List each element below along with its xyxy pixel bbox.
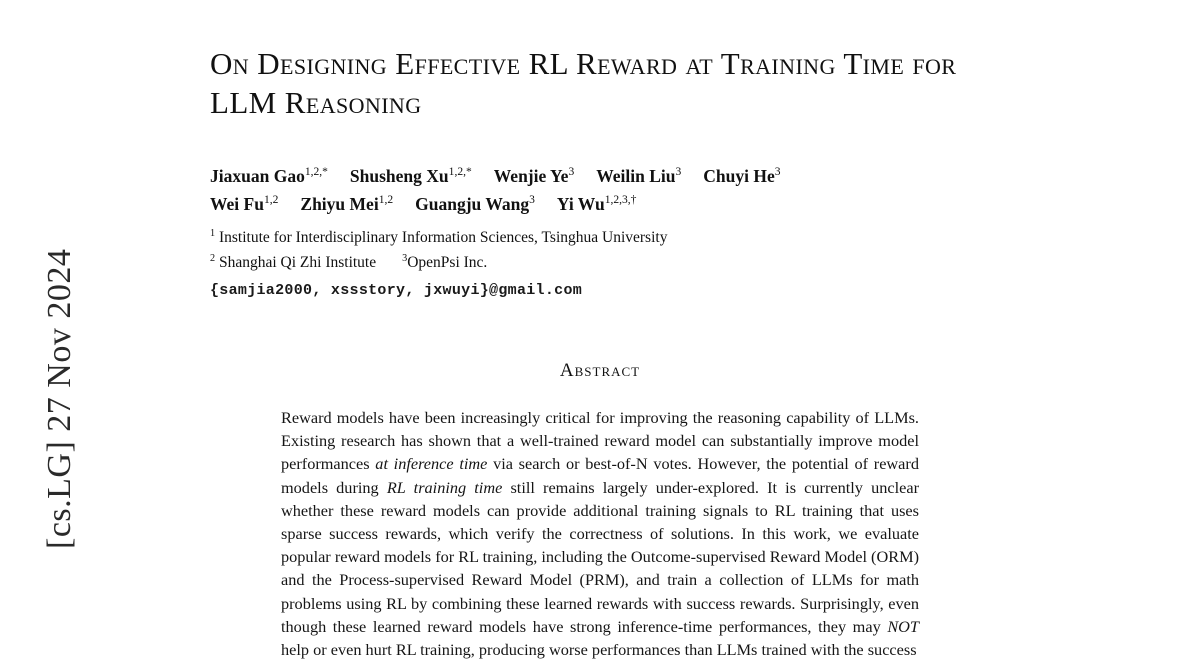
author-name: Yi Wu xyxy=(556,193,605,214)
author-item xyxy=(350,160,472,188)
author-name: Jiaxuan Gao xyxy=(210,165,305,186)
author-affiliation-marker: 3 xyxy=(774,166,781,178)
paper-content-column xyxy=(210,0,990,661)
abstract-segment: help or even hurt RL training, producing worse performances than LLMs trained with the success xyxy=(281,640,917,659)
author-affiliation-marker: 1,2,3,† xyxy=(604,193,637,206)
author-affiliation-marker: 3 xyxy=(675,166,682,178)
author-affiliation-marker: 1,2,* xyxy=(304,166,328,178)
author-name: Guangju Wang xyxy=(415,193,530,214)
author-name: Chuyi He xyxy=(703,165,775,186)
author-item xyxy=(494,160,574,188)
author-name: Wei Fu xyxy=(210,193,264,214)
author-affiliation-marker: 1,2 xyxy=(263,193,279,206)
abstract-segment-emphasis: at inference time xyxy=(375,454,488,474)
abstract-segment: still remains largely under-explored. It is currently unclear whether these reward models can provide additional training signals to RL training that uses sparse success rewards, which verify the correctness of solutions. In this work, we evaluate popular reward models for RL training, including the Outcome-supervised Reward Model (ORM) and the Process-supervised Reward Model (PRM), and train a collection of LLMs for math problems using RL by combining these learned rewards with success rewards. Surprisingly, even though these learned reward models have strong inference-time performances, they may xyxy=(281,477,919,636)
affiliation-marker: 3 xyxy=(402,252,408,264)
author-item xyxy=(210,160,328,188)
author-name: Weilin Liu xyxy=(596,165,676,186)
author-affiliation-marker: 3 xyxy=(529,193,535,206)
abstract-segment-emphasis: NOT xyxy=(887,616,919,636)
affiliation-row-1 xyxy=(210,223,990,248)
author-affiliation-marker: 1,2 xyxy=(378,193,394,206)
affiliation-marker: 2 xyxy=(210,252,216,264)
page-bottom-clip xyxy=(0,647,1200,648)
author-item xyxy=(415,188,535,216)
abstract-heading: Abstract xyxy=(559,359,641,381)
affiliation-text: OpenPsi Inc. xyxy=(407,253,488,271)
author-list xyxy=(210,160,990,303)
page-title: On Designing Effective RL Reward at Training Time for LLM Reasoning xyxy=(210,46,957,120)
author-row-1 xyxy=(210,160,990,188)
abstract-segment: via search or best-of-N votes. However, the potential of reward models during xyxy=(281,454,919,497)
abstract-segment-emphasis: RL training time xyxy=(386,477,503,497)
author-item xyxy=(703,160,780,188)
contact-email: {samjia2000, xssstory, jxwuyi}@gmail.com xyxy=(210,281,583,299)
author-affiliation-marker: 3 xyxy=(568,166,575,178)
affiliation-list xyxy=(210,223,990,273)
affiliation-text: Shanghai Qi Zhi Institute xyxy=(218,253,377,271)
affiliation-marker: 1 xyxy=(210,227,216,239)
author-row-2 xyxy=(210,188,990,216)
affiliation-row-2 xyxy=(210,248,990,273)
author-item xyxy=(300,188,393,216)
author-name: Wenjie Ye xyxy=(493,165,569,186)
author-affiliation-marker: 1,2,* xyxy=(448,166,472,178)
abstract-body xyxy=(281,406,919,661)
arxiv-identifier-stamp: [cs.LG] 27 Nov 2024 xyxy=(41,248,78,549)
author-item xyxy=(557,188,637,216)
author-name: Shusheng Xu xyxy=(349,165,449,186)
author-item xyxy=(210,188,278,216)
author-item xyxy=(596,160,681,188)
affiliation-text: Institute for Interdisciplinary Information Sciences, Tsinghua University xyxy=(218,228,668,246)
author-name: Zhiyu Mei xyxy=(300,193,379,214)
abstract-segment: Reward models have been increasingly critical for improving the reasoning capability of LLMs. Existing research has shown that a well-trained reward model can substantially improve model performances xyxy=(281,407,919,474)
